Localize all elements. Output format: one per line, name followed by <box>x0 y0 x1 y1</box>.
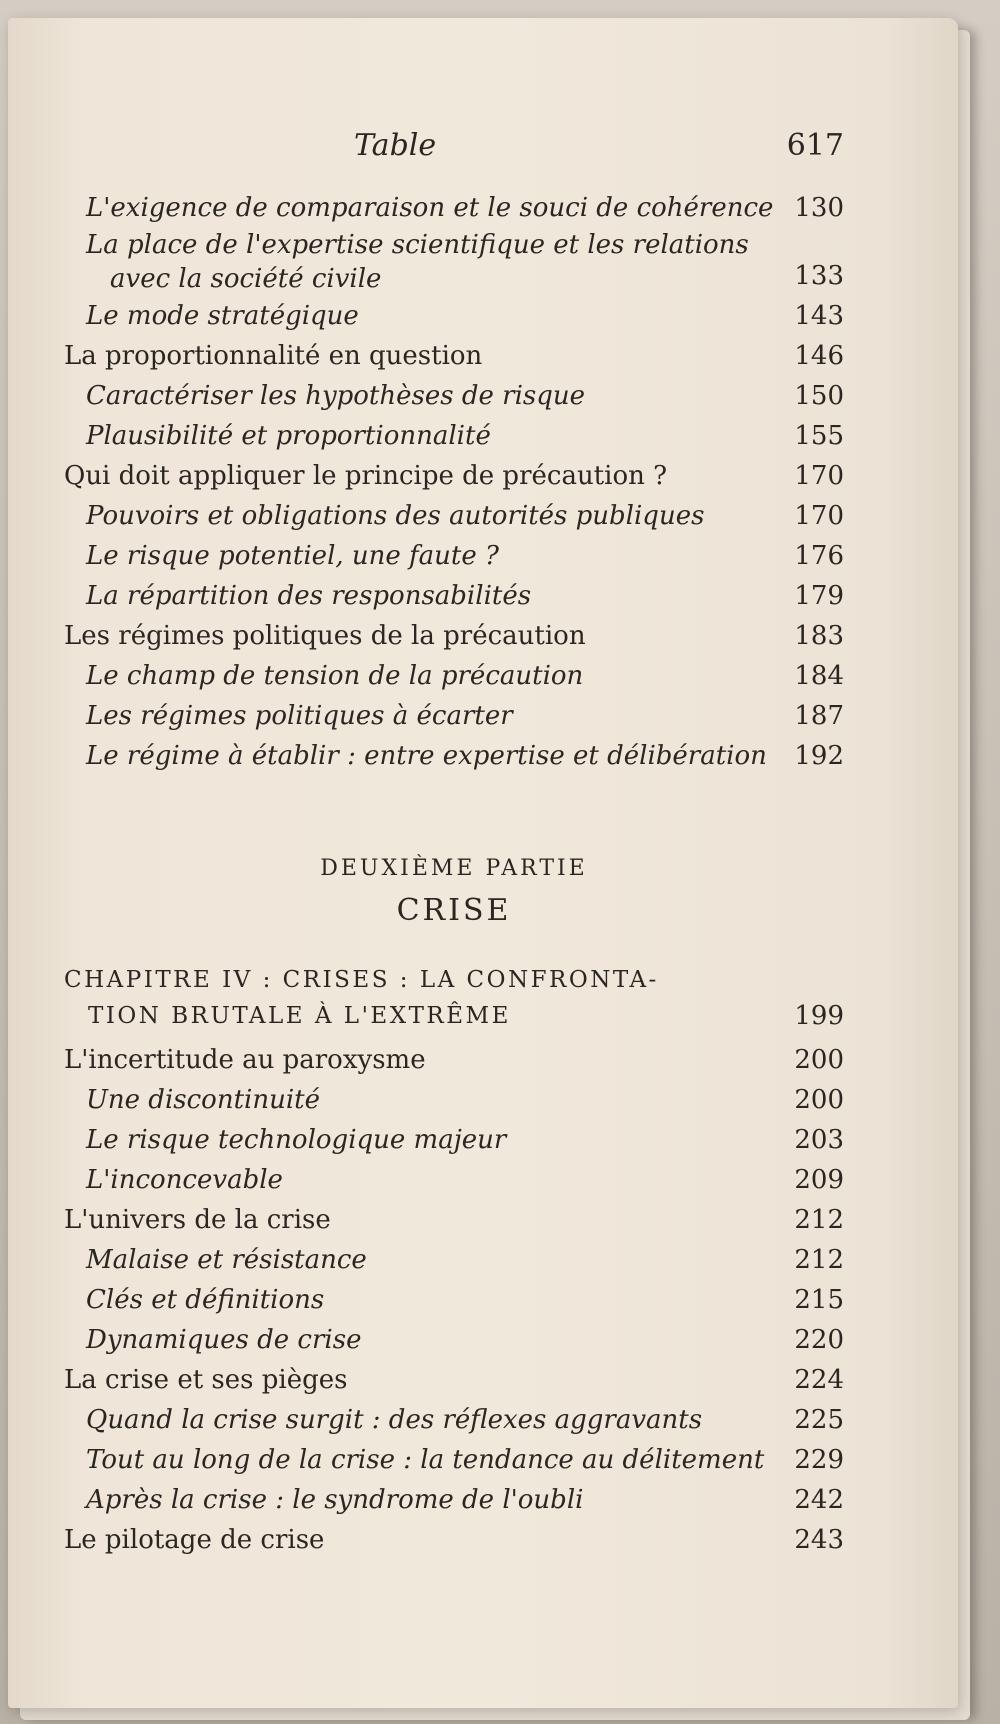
toc-subsection-entry <box>64 416 844 456</box>
chapter-entry <box>64 962 844 1034</box>
toc-page-number: 170 <box>794 501 844 531</box>
toc-section-entry <box>64 616 844 656</box>
toc-section-entry <box>64 1200 844 1240</box>
toc-subsection-entry <box>64 576 844 616</box>
toc-entry-label <box>64 1120 774 1160</box>
chapter-label-line2: TION BRUTALE À L'EXTRÊME <box>88 1003 511 1029</box>
toc-entry-label-text: Pouvoirs et obligations des autorités publiques <box>86 501 705 531</box>
toc-subsection-entry <box>64 296 844 336</box>
toc-entry-label-text: Après la crise : le syndrome de l'oubli <box>86 1485 584 1515</box>
toc-entry-label-text: L'inconcevable <box>86 1165 283 1195</box>
toc-subsection-entry <box>64 696 844 736</box>
toc-entry-label <box>64 1320 774 1360</box>
toc-entry-label <box>64 1200 774 1240</box>
toc-entry-label <box>64 416 774 456</box>
toc-entry-label <box>64 1400 774 1440</box>
toc-subsection-entry <box>64 656 844 696</box>
running-head <box>64 128 844 172</box>
toc-entry-label-text: La place de l'expertise scientifique et les relations <box>86 230 749 260</box>
toc-entry-label <box>64 1440 774 1480</box>
toc-subsection-entry <box>64 536 844 576</box>
toc-subsection-entry <box>64 228 844 296</box>
toc-list-top <box>64 188 844 776</box>
toc-page-number: 155 <box>794 421 844 451</box>
toc-entry-label <box>64 1240 774 1280</box>
toc-entry-label <box>64 1480 774 1520</box>
toc-entry-label <box>64 456 774 496</box>
toc-entry-label-text: La crise et ses pièges <box>64 1365 348 1395</box>
toc-page-number: 203 <box>794 1125 844 1155</box>
toc-page-number: 176 <box>794 541 844 571</box>
toc-subsection-entry <box>64 1280 844 1320</box>
toc-page-number: 146 <box>794 341 844 371</box>
toc-entry-label-text: Le pilotage de crise <box>64 1525 325 1555</box>
toc-page-number: 179 <box>794 581 844 611</box>
toc-page-number: 192 <box>794 741 844 771</box>
toc-entry-label <box>64 188 774 228</box>
folio-number: 617 <box>786 128 844 163</box>
toc-subsection-entry <box>64 736 844 776</box>
toc-entry-label-text: Le champ de tension de la précaution <box>86 661 584 691</box>
toc-entry-label-text: Les régimes politiques de la précaution <box>64 621 586 651</box>
toc-entry-label <box>64 576 774 616</box>
toc-page-number: 224 <box>794 1365 844 1395</box>
toc-subsection-entry <box>64 188 844 228</box>
toc-entry-label-text: La proportionnalité en question <box>64 341 483 371</box>
toc-page-number: 170 <box>794 461 844 491</box>
toc-entry-label-text: Le mode stratégique <box>86 301 359 331</box>
toc-entry-label-text: Quand la crise surgit : des réflexes aggravants <box>86 1405 703 1435</box>
toc-entry-label <box>64 296 774 336</box>
toc-section-entry <box>64 456 844 496</box>
toc-page-number: 200 <box>794 1085 844 1115</box>
toc-page-number: 243 <box>794 1525 844 1555</box>
toc-page-number: 242 <box>794 1485 844 1515</box>
toc-subsection-entry <box>64 1240 844 1280</box>
toc-entry-label <box>64 1040 774 1080</box>
toc-entry-label-text: Une discontinuité <box>86 1085 320 1115</box>
toc-page-number: 187 <box>794 701 844 731</box>
toc-entry-label-text: Tout au long de la crise : la tendance au délitement <box>86 1445 765 1475</box>
toc-subsection-entry <box>64 1120 844 1160</box>
chapter-label-line1: CHAPITRE IV : CRISES : LA CONFRONTA- <box>64 967 659 993</box>
part-title: CRISE <box>396 893 512 928</box>
toc-list-bottom <box>64 1040 844 1560</box>
toc-entry-label <box>64 696 774 736</box>
toc-entry-label <box>64 228 774 296</box>
toc-subsection-entry <box>64 1080 844 1120</box>
toc-entry-label-text: Caractériser les hypothèses de risque <box>86 381 586 411</box>
table-of-contents <box>64 128 844 1560</box>
toc-entry-label-text: Dynamiques de crise <box>86 1325 362 1355</box>
toc-subsection-entry <box>64 1440 844 1480</box>
toc-entry-label-text: Qui doit appliquer le principe de précaution ? <box>64 461 668 491</box>
toc-page-number: 225 <box>794 1405 844 1435</box>
part-heading: DEUXIÈME PARTIE <box>320 856 588 881</box>
toc-page-number: 183 <box>794 621 844 651</box>
chapter-page-number: 199 <box>794 1001 844 1031</box>
chapter-label <box>64 962 774 1034</box>
toc-entry-label <box>64 1160 774 1200</box>
toc-subsection-entry <box>64 1160 844 1200</box>
toc-entry-label-text: Le régime à établir : entre expertise et délibération <box>86 741 767 771</box>
toc-subsection-entry <box>64 1400 844 1440</box>
book-page <box>8 18 958 1708</box>
toc-entry-label <box>64 1360 774 1400</box>
toc-page-number: 130 <box>794 193 844 223</box>
toc-section-entry <box>64 1520 844 1560</box>
toc-entry-label <box>64 536 774 576</box>
toc-page-number: 184 <box>794 661 844 691</box>
toc-entry-label <box>64 496 774 536</box>
toc-page-number: 220 <box>794 1325 844 1355</box>
toc-entry-label <box>64 736 774 776</box>
toc-entry-label <box>64 376 774 416</box>
toc-subsection-entry <box>64 1320 844 1360</box>
toc-entry-label-text: L'univers de la crise <box>64 1205 331 1235</box>
toc-page-number: 215 <box>794 1285 844 1315</box>
toc-entry-label-text: Plausibilité et proportionnalité <box>86 421 491 451</box>
toc-entry-label-text: Le risque potentiel, une faute ? <box>86 541 499 571</box>
running-head-title: Table <box>354 128 437 163</box>
toc-entry-label-text: L'exigence de comparaison et le souci de cohérence <box>86 193 774 223</box>
toc-entry-label <box>64 616 774 656</box>
toc-section-entry <box>64 336 844 376</box>
toc-entry-label-text: Malaise et résistance <box>86 1245 367 1275</box>
toc-page-number: 133 <box>794 261 844 291</box>
toc-page-number: 212 <box>794 1205 844 1235</box>
toc-entry-label <box>64 1280 774 1320</box>
toc-page-number: 209 <box>794 1165 844 1195</box>
toc-entry-label-text: L'incertitude au paroxysme <box>64 1045 426 1075</box>
toc-entry-label <box>64 1080 774 1120</box>
toc-entry-label-text: La répartition des responsabilités <box>86 581 532 611</box>
toc-page-number: 229 <box>794 1445 844 1475</box>
toc-page-number: 212 <box>794 1245 844 1275</box>
toc-subsection-entry <box>64 1480 844 1520</box>
toc-subsection-entry <box>64 376 844 416</box>
toc-entry-label <box>64 1520 774 1560</box>
toc-section-entry <box>64 1360 844 1400</box>
toc-page-number: 200 <box>794 1045 844 1075</box>
toc-entry-label-text: Les régimes politiques à écarter <box>86 701 513 731</box>
toc-entry-label <box>64 336 774 376</box>
toc-entry-label-text: Clés et définitions <box>86 1285 325 1315</box>
toc-entry-label <box>64 656 774 696</box>
toc-page-number: 150 <box>794 381 844 411</box>
toc-entry-label-text: Le risque technologique majeur <box>86 1125 507 1155</box>
toc-entry-label-continuation: avec la société civile <box>110 264 382 294</box>
toc-section-entry <box>64 1040 844 1080</box>
toc-subsection-entry <box>64 496 844 536</box>
toc-page-number: 143 <box>794 301 844 331</box>
